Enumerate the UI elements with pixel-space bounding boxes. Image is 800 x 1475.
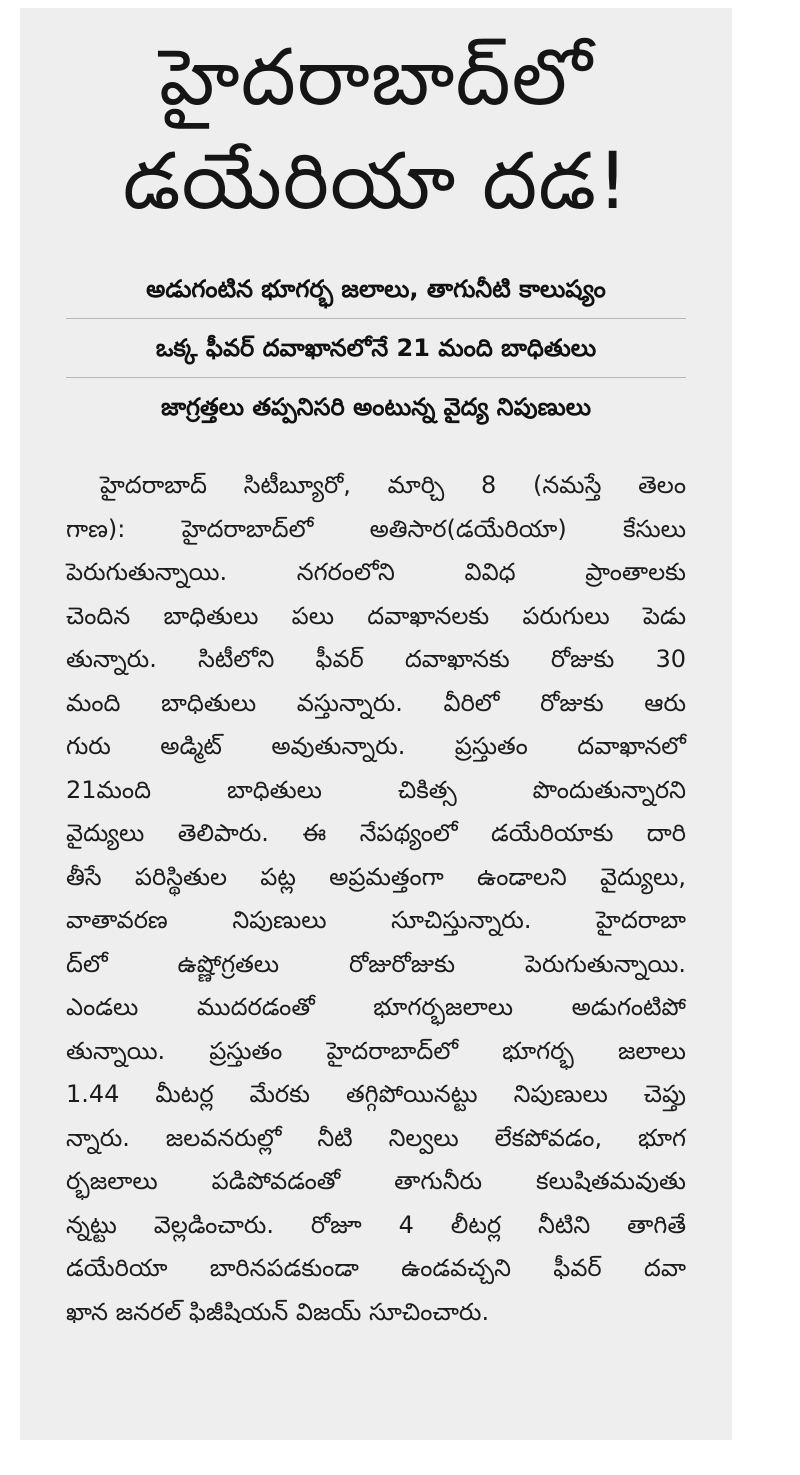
body-line: ద్‌లో ఉష్ణోగ్రతలు రోజురోజుకు పెరుగుతున్నాయి.: [66, 949, 686, 978]
body-line: తున్నారు. సిటీలోని ఫీవర్ దవాఖానకు రోజుకు 30: [66, 645, 686, 673]
body-line: ర్భజలాలు పడిపోవడంతో తాగునీరు కలుషితమవుతు: [66, 1167, 686, 1195]
body-line: ఖాన జనరల్ ఫిజీషియన్ విజయ్ సూచించారు.: [66, 1297, 490, 1326]
body-line: 1.44 మీటర్ల మేరకు తగ్గిపోయినట్టు నిపుణులు చెప్తు: [66, 1080, 686, 1108]
subheading-3: జాగ్రత్తలు తప్పనిసరి అంటున్న వైద్య నిపుణులు: [66, 377, 686, 436]
body-line: మంది బాధితులు వస్తున్నారు. వీరిలో రోజుకు ఆరు: [66, 688, 686, 717]
body-line: న్నారు. జలవనరుల్లో నీటి నిల్వలు లేకపోవడం, భూగ: [66, 1123, 686, 1152]
subheading-2: ఒక్క ఫీవర్ దవాఖానలోనే 21 మంది బాధితులు: [66, 318, 686, 377]
body-line: డయేరియా బారినపడకుండా ఉండవచ్చని ఫీవర్ దవా: [66, 1254, 686, 1282]
body-line: 21మంది బాధితులు చికిత్స పొందుతున్నారని: [66, 775, 686, 804]
body-line: తీసే పరిస్థితుల పట్ల అప్రమత్తంగా ఉండాలని వైద్యులు,: [66, 862, 686, 891]
body-line: ఎండలు ముదరడంతో భూగర్భజలాలు అడుగంటిపో: [66, 993, 686, 1021]
body-line: వైద్యులు తెలిపారు. ఈ నేపథ్యంలో డయేరియాకు దారి: [66, 819, 686, 847]
body-line: గాణ): హైదరాబాద్‌లో అతిసార(డయేరియా) కేసులు: [66, 514, 686, 543]
body-line: హైదరాబాద్ సిటీబ్యూరో, మార్చి 8 (నమస్తే తెలం: [100, 471, 686, 499]
body-line: న్నట్టు వెల్లడించారు. రోజూ 4 లీటర్ల నీటిని తాగితే: [66, 1210, 686, 1239]
headline-line-2: డయేరియా దడ!: [122, 137, 630, 227]
headline-line-1: హైదరాబాద్‌లో: [159, 33, 593, 123]
body-line: చెందిన బాధితులు పలు దవాఖానలకు పరుగులు పెడు: [66, 601, 686, 630]
body-line: వాతావరణ నిపుణులు సూచిస్తున్నారు. హైదరాబా: [66, 906, 686, 934]
subheading-1: అడుగంటిన భూగర్భ జలాలు, తాగునీటి కాలుష్యం: [146, 275, 606, 303]
body-line: పెరుగుతున్నాయి. నగరంలోని వివిధ ప్రాంతాలకు: [66, 558, 686, 586]
body-line: గురు అడ్మిట్ అవుతున్నారు. ప్రస్తుతం దవాఖానలో: [66, 732, 686, 760]
news-clipping: [20, 8, 732, 1440]
body-line: తున్నాయి. ప్రస్తుతం హైదరాబాద్‌లో భూగర్భ జలాలు: [66, 1036, 686, 1065]
headline: [66, 26, 686, 234]
subheadings: [66, 260, 686, 436]
article-body: [66, 464, 686, 1334]
